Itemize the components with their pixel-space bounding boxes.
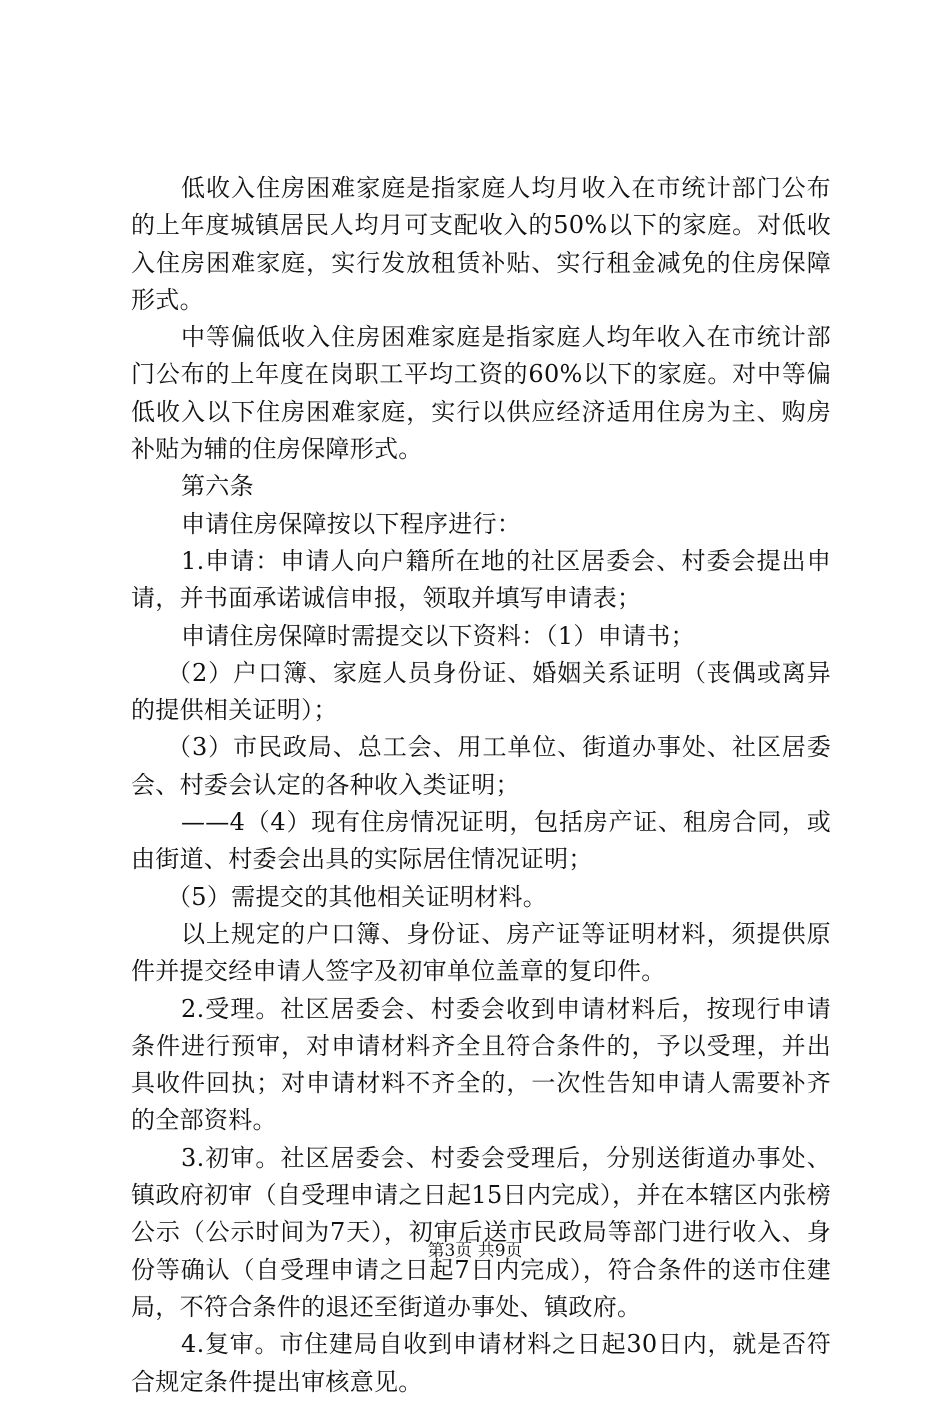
paragraph-procedure-intro: 申请住房保障按以下程序进行： (181, 509, 522, 538)
paragraph-mid-low-income-definition: 中等偏低收入住房困难家庭是指家庭人均年收入在市统计部门公布的上年度在岗职工平均工资的60%以下的家庭。对中等偏低收入以下住房困难家庭，实行以供应经济适用住房为主、购房补贴为辅的住房保障形式。 (131, 323, 831, 464)
paragraph-material-4: ——4（4）现有住房情况证明，包括房产证、租房合同，或由街道、村委会出具的实际居住情况证明； (131, 808, 831, 874)
page-footer (0, 1240, 950, 1262)
document-body (131, 170, 831, 1401)
page-number: 第3页 共9页 (427, 1241, 523, 1261)
article-heading: 第六条 (181, 472, 254, 501)
paragraph-original-documents: 以上规定的户口簿、身份证、房产证等证明材料，须提供原件并提交经申请人签字及初审单位盖章的复印件。 (131, 919, 831, 986)
paragraph-material-3: （3）市民政局、总工会、用工单位、街道办事处、社区居委会、村委会认定的各种收入类证明； (131, 733, 831, 799)
paragraph-material-2: （2）户口簿、家庭人员身份证、婚姻关系证明（丧偶或离异的提供相关证明）； (131, 658, 831, 725)
paragraph-material-5: （5）需提交的其他相关证明材料。 (167, 882, 548, 911)
paragraph-low-income-definition: 低收入住房困难家庭是指家庭人均月收入在市统计部门公布的上年度城镇居民人均月可支配收入的50%以下的家庭。对低收入住房困难家庭，实行发放租赁补贴、实行租金减免的住房保障形式。 (131, 174, 831, 314)
paragraph-step-second-review: 4.复审。市住建局自收到申请材料之日起30日内，就是否符合规定条件提出审核意见。 (131, 1330, 831, 1396)
paragraph-step-application: 1.申请：申请人向户籍所在地的社区居委会、村委会提出申请，并书面承诺诚信申报，领取并填写申请表； (131, 546, 831, 613)
paragraph-step-acceptance: 2.受理。社区居委会、村委会收到申请材料后，按现行申请条件进行预审，对申请材料齐全且符合条件的，予以受理，并出具收件回执；对申请材料不齐全的，一次性告知申请人需要补齐的全部资料。 (131, 994, 831, 1135)
paragraph-required-materials: 申请住房保障时需提交以下资料：（1）申请书； (181, 621, 695, 650)
paragraph-step-initial-review: 3.初审。社区居委会、村委会受理后，分别送街道办事处、镇政府初审（自受理申请之日起15日内完成），并在本辖区内张榜公示（公示时间为7天），初审后送市民政局等部门进行收入、身份等确认（自受理申请之日起7日内完成），符合条件的送市住建局，不符合条件的退还至街道办事处、镇政府。 (131, 1143, 831, 1321)
